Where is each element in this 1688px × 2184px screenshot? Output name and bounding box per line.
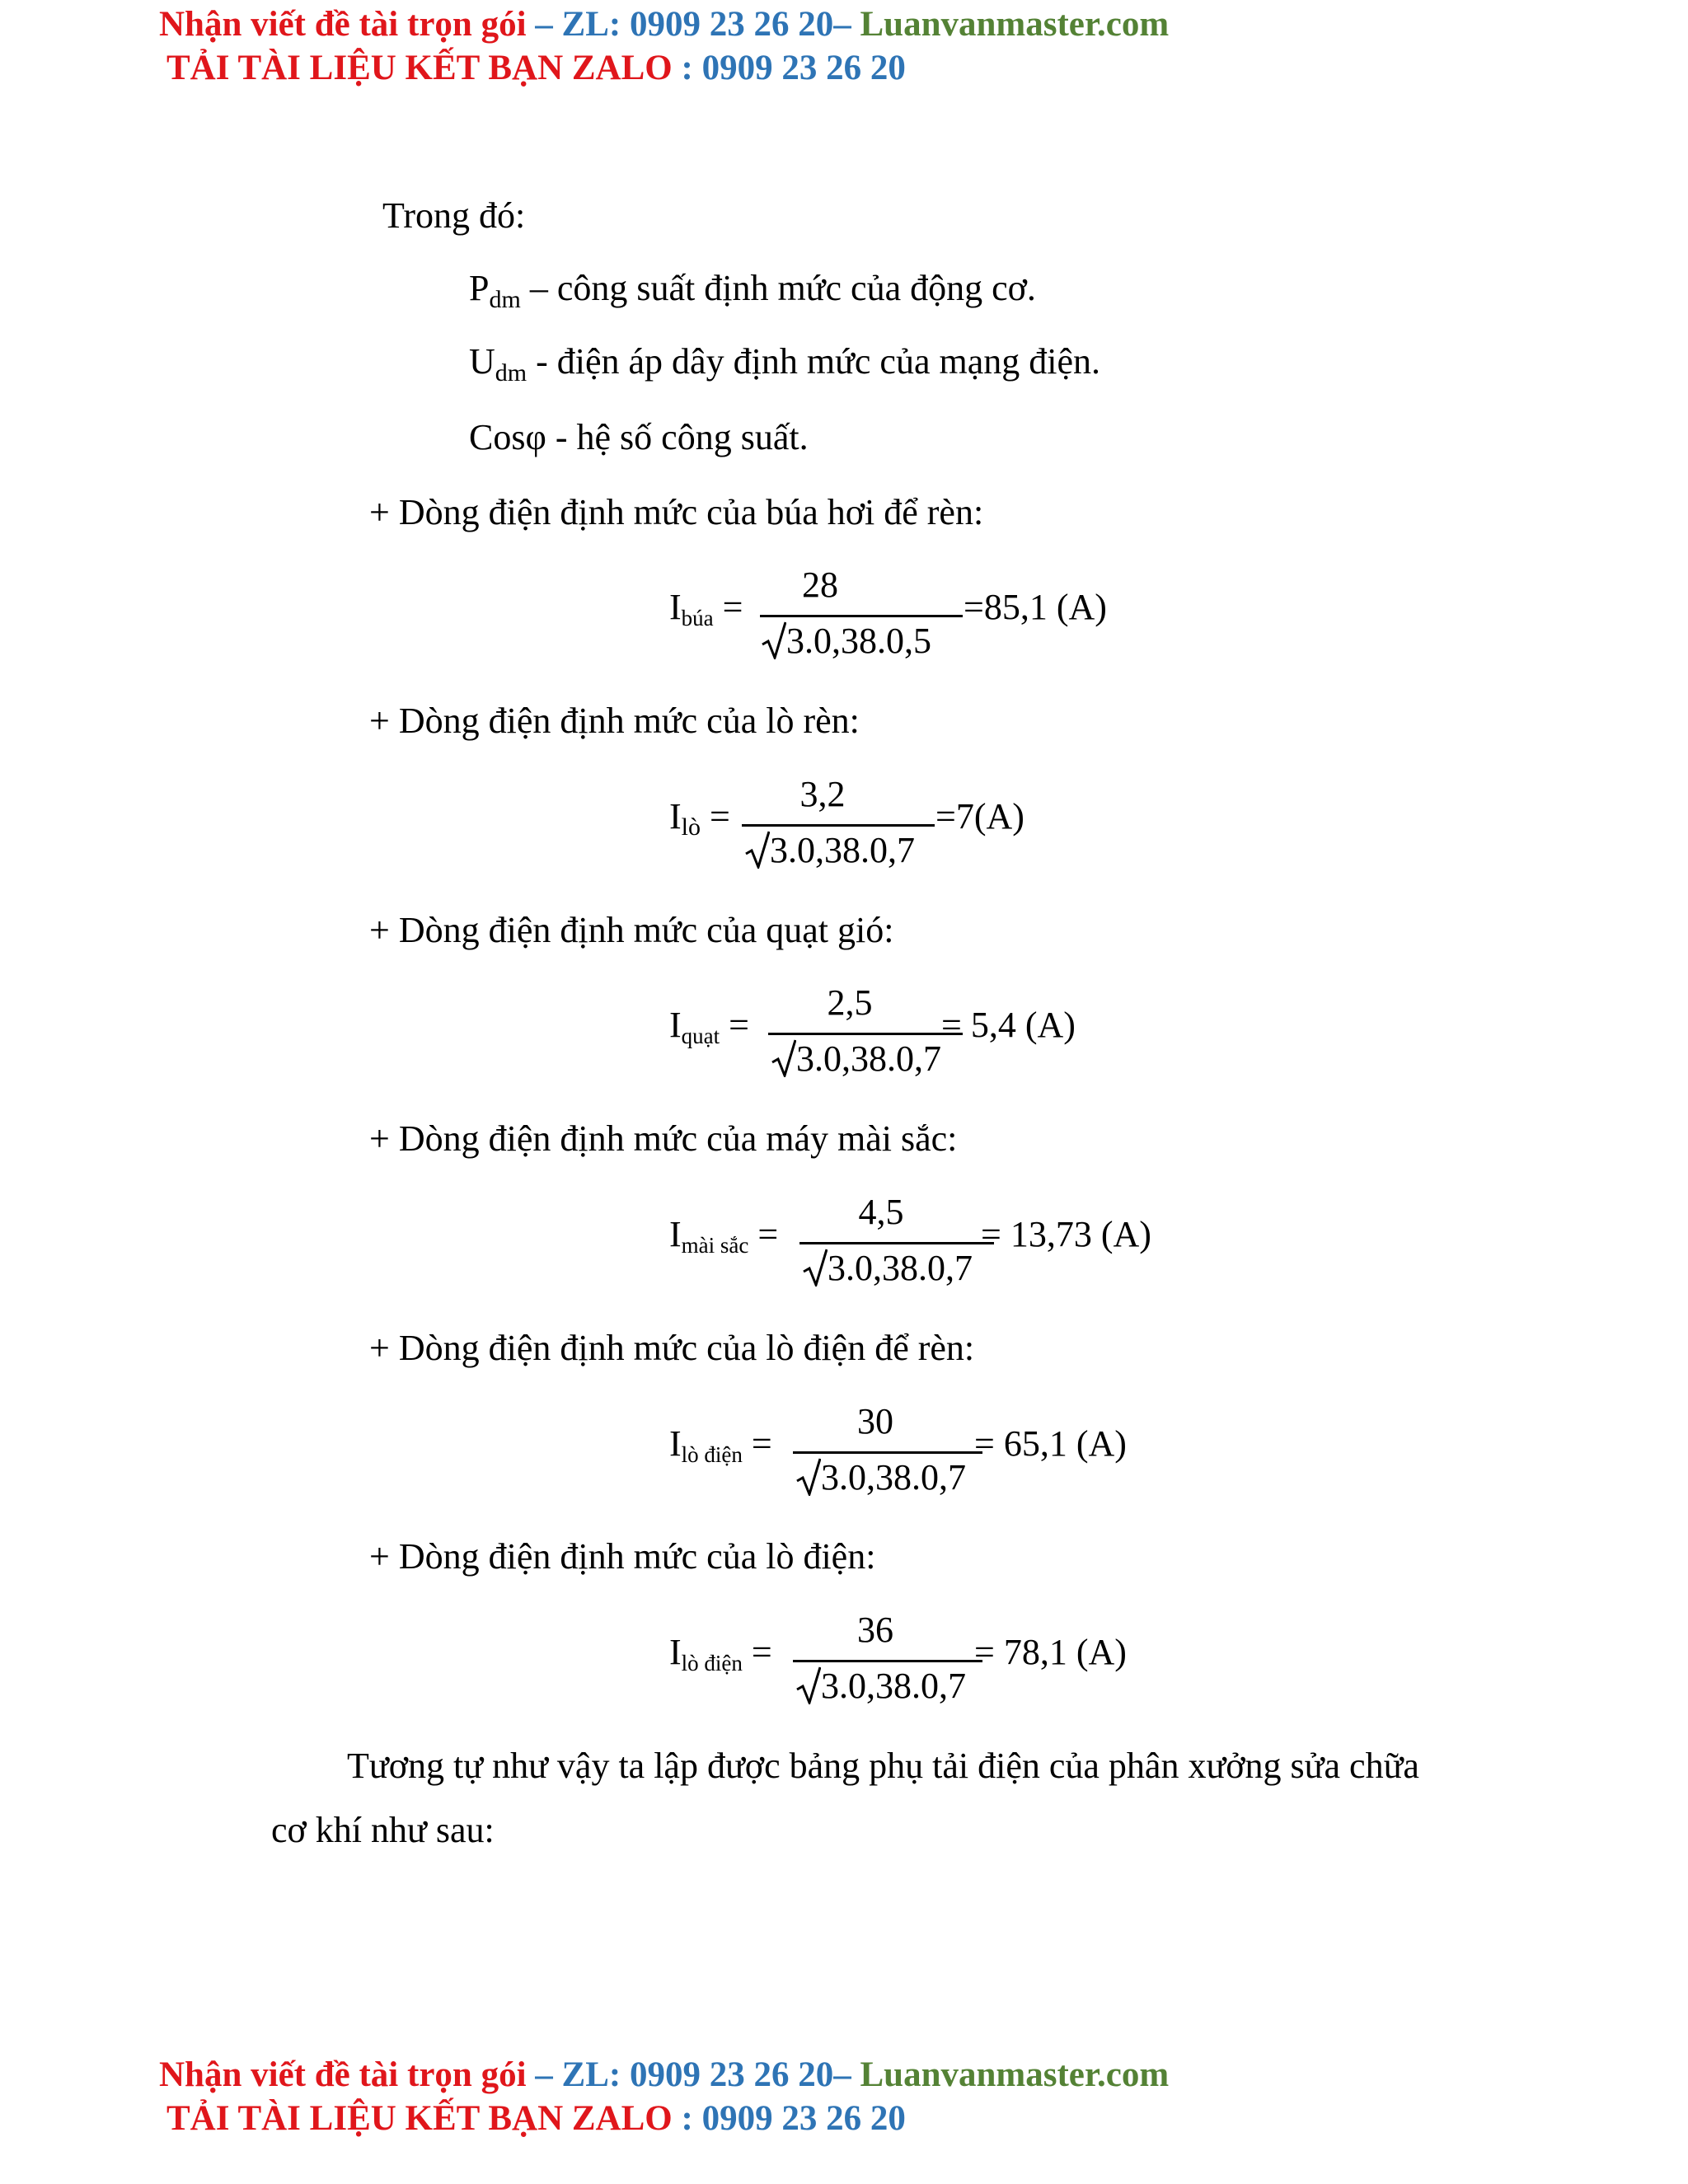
footer-service-text: Nhận viết đề tài trọn gói xyxy=(159,2055,527,2094)
numerator-lo: 3,2 xyxy=(799,774,846,814)
footer-download-text: TẢI TÀI LIỆU KẾT BẠN ZALO xyxy=(166,2099,673,2138)
definition-cosphi: Cosφ - hệ số công suất. xyxy=(469,417,809,457)
denominator-quat xyxy=(771,1038,941,1080)
header-download-text: TẢI TÀI LIỆU KẾT BẠN ZALO xyxy=(166,49,673,87)
fraction-bar xyxy=(768,1033,963,1035)
footer-line-2 xyxy=(166,2098,906,2139)
current-subscript: mài sắc xyxy=(681,1233,749,1258)
heading-lo-dien: + Dòng điện định mức của lò điện: xyxy=(369,1536,876,1577)
footer-dash-2: – xyxy=(833,2055,860,2094)
footer-website: Luanvanmaster.com xyxy=(860,2055,1170,2094)
result-quat: = 5,4 (A) xyxy=(941,1005,1076,1045)
denominator-text: 3.0,38.0,5 xyxy=(786,621,931,661)
closing-paragraph-line-2: cơ khí như sau: xyxy=(271,1810,495,1850)
header-zalo-phone: ZL: 0909 23 26 20 xyxy=(561,5,834,44)
header-website: Luanvanmaster.com xyxy=(860,5,1170,44)
equals-sign: = xyxy=(720,1005,749,1045)
sqrt-radical-icon xyxy=(796,1457,821,1498)
sqrt-radical-icon xyxy=(796,1666,821,1707)
footer-dash: – xyxy=(526,2055,562,2094)
denominator-bua xyxy=(762,621,931,662)
denominator-text: 3.0,38.0,7 xyxy=(821,1457,966,1497)
footer-zalo-phone: ZL: 0909 23 26 20 xyxy=(561,2055,834,2094)
equation-mai-sac xyxy=(669,1192,1180,1305)
header-dash-2: – xyxy=(833,5,860,44)
current-subscript: búa xyxy=(681,606,714,630)
numerator-mai-sac: 4,5 xyxy=(858,1192,904,1232)
current-subscript: quạt xyxy=(681,1024,720,1048)
heading-lo: + Dòng điện định mức của lò rèn: xyxy=(369,701,860,741)
header-line-1 xyxy=(159,4,1169,45)
pdm-symbol: P xyxy=(469,268,490,308)
lhs-lo xyxy=(669,796,730,848)
closing-paragraph-line-1: Tương tự như vậy ta lập được bảng phụ tải điện của phân xưởng sửa chữa xyxy=(347,1746,1419,1786)
current-subscript: lò điện xyxy=(681,1442,743,1467)
denominator-lo-dien-de-ren xyxy=(796,1457,966,1498)
current-symbol: I xyxy=(669,1423,682,1464)
equals-sign: = xyxy=(742,1423,772,1464)
heading-lo-dien-de-ren: + Dòng điện định mức của lò điện để rèn: xyxy=(369,1328,975,1368)
trong-do-label: Trong đó: xyxy=(382,195,526,236)
definition-udm xyxy=(469,341,1100,394)
denominator-text: 3.0,38.0,7 xyxy=(796,1038,941,1079)
heading-mai-sac: + Dòng điện định mức của máy mài sắc: xyxy=(369,1118,958,1159)
sqrt-radical-icon xyxy=(745,830,770,871)
header-service-text: Nhận viết đề tài trọn gói xyxy=(159,5,527,44)
numerator-lo-dien-de-ren: 30 xyxy=(857,1401,893,1441)
equation-quat xyxy=(669,982,1131,1095)
lhs-lo-dien-de-ren xyxy=(669,1423,772,1475)
current-symbol: I xyxy=(669,1005,682,1045)
numerator-bua: 28 xyxy=(802,565,838,605)
equation-bua xyxy=(669,565,1131,677)
pdm-subscript: dm xyxy=(489,286,521,313)
sqrt-radical-icon xyxy=(771,1038,796,1080)
header-zalo-number: : 0909 23 26 20 xyxy=(672,49,906,87)
numerator-lo-dien: 36 xyxy=(857,1610,893,1650)
equation-lo-dien-de-ren xyxy=(669,1401,1164,1514)
lhs-lo-dien xyxy=(669,1632,772,1684)
udm-description: - điện áp dây định mức của mạng điện. xyxy=(527,341,1100,382)
result-lo-dien: = 78,1 (A) xyxy=(974,1632,1127,1672)
denominator-text: 3.0,38.0,7 xyxy=(821,1666,966,1706)
equals-sign: = xyxy=(748,1214,779,1254)
current-symbol: I xyxy=(669,587,682,627)
footer-zalo-number: : 0909 23 26 20 xyxy=(672,2099,906,2138)
equation-lo-dien xyxy=(669,1610,1164,1722)
footer-line-1 xyxy=(159,2055,1169,2096)
equals-sign: = xyxy=(742,1632,772,1672)
numerator-quat: 2,5 xyxy=(827,982,873,1023)
denominator-mai-sac xyxy=(803,1248,973,1289)
sqrt-radical-icon xyxy=(803,1248,828,1289)
current-subscript: lò xyxy=(681,813,701,841)
header-line-2 xyxy=(166,48,906,89)
lhs-bua xyxy=(669,587,743,639)
definition-pdm xyxy=(469,268,1036,321)
current-subscript: lò điện xyxy=(681,1651,743,1675)
equation-lo xyxy=(669,774,1131,887)
pdm-description: – công suất định mức của động cơ. xyxy=(520,268,1036,308)
result-bua: =85,1 (A) xyxy=(964,587,1107,627)
current-symbol: I xyxy=(669,1214,682,1254)
equals-sign: = xyxy=(713,587,743,627)
denominator-lo-dien xyxy=(796,1666,966,1707)
result-mai-sac: = 13,73 (A) xyxy=(981,1214,1151,1254)
denominator-text: 3.0,38.0,7 xyxy=(828,1248,973,1288)
udm-symbol: U xyxy=(469,341,495,382)
sqrt-radical-icon xyxy=(762,621,786,662)
lhs-mai-sac xyxy=(669,1214,778,1266)
header-dash: – xyxy=(526,5,562,44)
current-symbol: I xyxy=(669,796,682,837)
result-lo: =7(A) xyxy=(935,796,1025,837)
lhs-quat xyxy=(669,1005,749,1057)
heading-bua: + Dòng điện định mức của búa hơi để rèn: xyxy=(369,492,984,532)
heading-quat: + Dòng điện định mức của quạt gió: xyxy=(369,910,894,950)
fraction-bar xyxy=(799,1242,994,1244)
fraction-bar xyxy=(793,1451,982,1454)
udm-subscript: dm xyxy=(495,359,528,387)
denominator-lo xyxy=(745,830,915,871)
equals-sign: = xyxy=(701,796,730,837)
fraction-bar xyxy=(742,824,935,827)
fraction-bar xyxy=(760,615,963,617)
current-symbol: I xyxy=(669,1632,682,1672)
denominator-text: 3.0,38.0,7 xyxy=(770,830,915,870)
result-lo-dien-de-ren: = 65,1 (A) xyxy=(974,1423,1127,1464)
fraction-bar xyxy=(793,1660,982,1662)
